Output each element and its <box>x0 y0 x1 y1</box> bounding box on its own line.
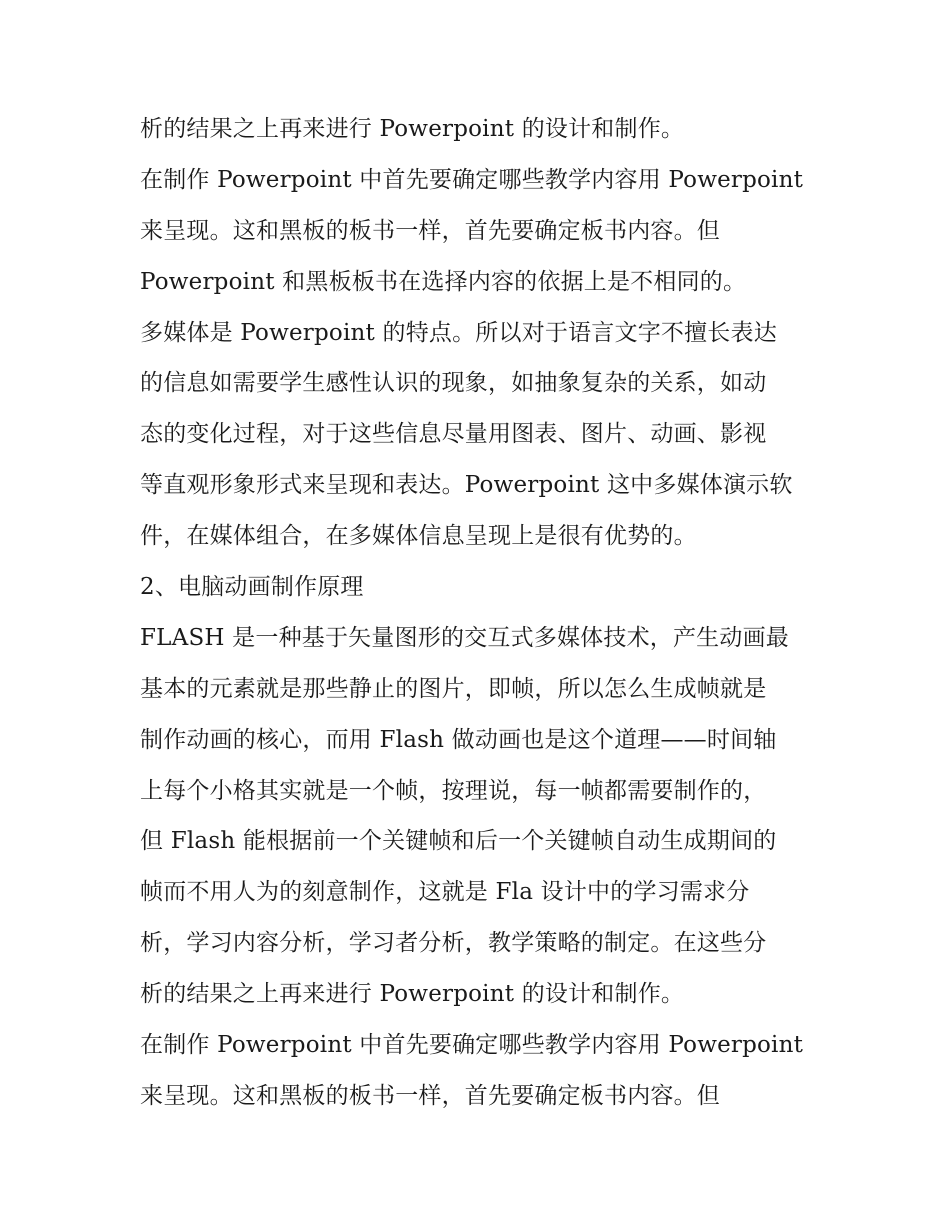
text-line: 帧而不用人为的刻意制作，这就是 Fla 设计中的学习需求分 <box>140 879 750 906</box>
text-line: 但 Flash 能根据前一个关键帧和后一个关键帧自动生成期间的 <box>140 828 777 855</box>
text-line: 制作动画的核心，而用 Flash 做动画也是这个道理——时间轴 <box>140 726 777 753</box>
text-line: 多媒体是 Powerpoint 的特点。所以对于语言文字不擅长表达 <box>140 319 777 346</box>
text-line: 析，学习内容分析，学习者分析，教学策略的制定。在这些分 <box>140 930 767 957</box>
text-line: 在制作 Powerpoint 中首先要确定哪些教学内容用 Powerpoint <box>140 1032 804 1059</box>
text-line: 在制作 Powerpoint 中首先要确定哪些教学内容用 Powerpoint <box>140 166 804 193</box>
text-line: 上每个小格其实就是一个帧，按理说，每一帧都需要制作的， <box>140 777 767 804</box>
text-line: FLASH 是一种基于矢量图形的交互式多媒体技术，产生动画最 <box>140 624 789 651</box>
text-line: 等直观形象形式来呈现和表达。Powerpoint 这中多媒体演示软 <box>140 472 793 499</box>
text-line: 来呈现。这和黑板的板书一样，首先要确定板书内容。但 <box>140 1082 720 1109</box>
text-line: 基本的元素就是那些静止的图片，即帧，所以怎么生成帧就是 <box>140 675 767 702</box>
text-line: 析的结果之上再来进行 Powerpoint 的设计和制作。 <box>140 981 685 1008</box>
text-line: 析的结果之上再来进行 Powerpoint 的设计和制作。 <box>140 116 685 142</box>
text-line: Powerpoint 和黑板板书在选择内容的依据上是不相同的。 <box>140 268 747 295</box>
text-line: 态的变化过程，对于这些信息尽量用图表、图片、动画、影视 <box>140 421 767 448</box>
section-heading: 2、电脑动画制作原理 <box>140 574 364 601</box>
text-line: 件，在媒体组合，在多媒体信息呈现上是很有优势的。 <box>140 523 697 550</box>
document-body <box>140 104 820 1122</box>
text-line: 来呈现。这和黑板的板书一样，首先要确定板书内容。但 <box>140 217 720 244</box>
text-line: 的信息如需要学生感性认识的现象，如抽象复杂的关系，如动 <box>140 370 767 397</box>
